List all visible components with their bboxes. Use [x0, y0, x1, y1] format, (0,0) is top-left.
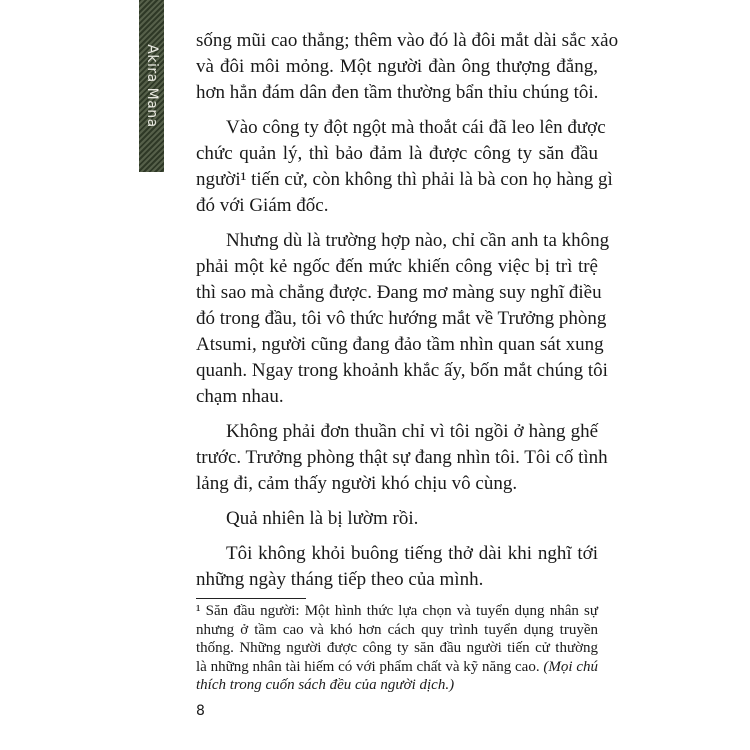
- text-line: trước. Trưởng phòng thật sự đang nhìn tôi. Tôi cố tình: [196, 447, 608, 468]
- footnote: [196, 602, 598, 695]
- paragraph: [196, 115, 613, 219]
- text-line: người¹ tiến cử, còn không thì phải là bà con họ hàng gì: [196, 169, 613, 190]
- text-line: Quả nhiên là bị lườm rồi.: [226, 508, 419, 529]
- text-line: Nhưng dù là trường hợp nào, chỉ cần anh ta không: [226, 230, 610, 251]
- text-line: Không phải đơn thuần chỉ vì tôi ngồi ở hàng ghế: [226, 421, 598, 442]
- text-line: quanh. Ngay trong khoảnh khắc ấy, bốn mắt chúng tôi: [196, 360, 608, 381]
- paragraph: [196, 541, 598, 593]
- main-text: [196, 28, 619, 602]
- text-line: Atsumi, người cũng đang đảo tầm nhìn quan sát xung: [196, 334, 604, 355]
- footnote-line: ¹ Săn đầu người: Một hình thức lựa chọn và tuyển dụng nhân sự: [196, 603, 598, 619]
- footnote-text: là những nhân tài hiếm có với phẩm chất và kỹ năng cao.: [196, 658, 544, 675]
- paragraph: [196, 506, 598, 532]
- text-line: sống mũi cao thẳng; thêm vào đó là đôi mắt dài sắc xảo: [196, 30, 619, 51]
- text-line: hơn hẳn đám dân đen tầm thường bẩn thỉu chúng tôi.: [196, 82, 599, 103]
- footnote-line: [196, 676, 598, 695]
- text-line: những ngày tháng tiếp theo của mình.: [196, 569, 484, 590]
- text-line: chức quản lý, thì bảo đảm là được công ty săn đầu: [196, 143, 598, 164]
- text-line: chạm nhau.: [196, 386, 284, 407]
- text-line: đó với Giám đốc.: [196, 195, 329, 216]
- text-line: và đôi môi mỏng. Một người đàn ông thượng đẳng,: [196, 56, 598, 77]
- paragraph: [196, 28, 619, 106]
- text-line: Vào công ty đột ngột mà thoắt cái đã leo lên được: [226, 117, 606, 138]
- footnote-line: thống. Những người được công ty săn đầu người tiến cử thường: [196, 640, 598, 656]
- spine-label-strip: [139, 0, 164, 172]
- text-line: Tôi không khỏi buông tiếng thở dài khi nghĩ tới: [226, 543, 598, 564]
- paragraph: [196, 228, 610, 410]
- footnote-line: [196, 658, 598, 677]
- page-number: 8: [196, 703, 205, 719]
- footnote-divider: [196, 598, 306, 599]
- text-line: phải một kẻ ngốc đến mức khiến công việc bị trì trệ: [196, 256, 598, 277]
- text-line: lảng đi, cảm thấy người khó chịu vô cùng.: [196, 473, 518, 494]
- text-line: thì sao mà chẳng được. Đang mơ màng suy nghĩ điều: [196, 282, 602, 303]
- footnote-line: nhưng ở tầm cao và khó hơn cách quy trình tuyển dụng truyền: [196, 621, 598, 638]
- text-line: đó trong đầu, tôi vô thức hướng mắt về Trưởng phòng: [196, 308, 607, 329]
- footnote-note: thích trong cuốn sách đều của người dịch.): [196, 677, 455, 693]
- footnote-note: (Mọi chú: [543, 658, 598, 675]
- paragraph: [196, 419, 608, 497]
- author-name: Akira Mana: [143, 44, 160, 128]
